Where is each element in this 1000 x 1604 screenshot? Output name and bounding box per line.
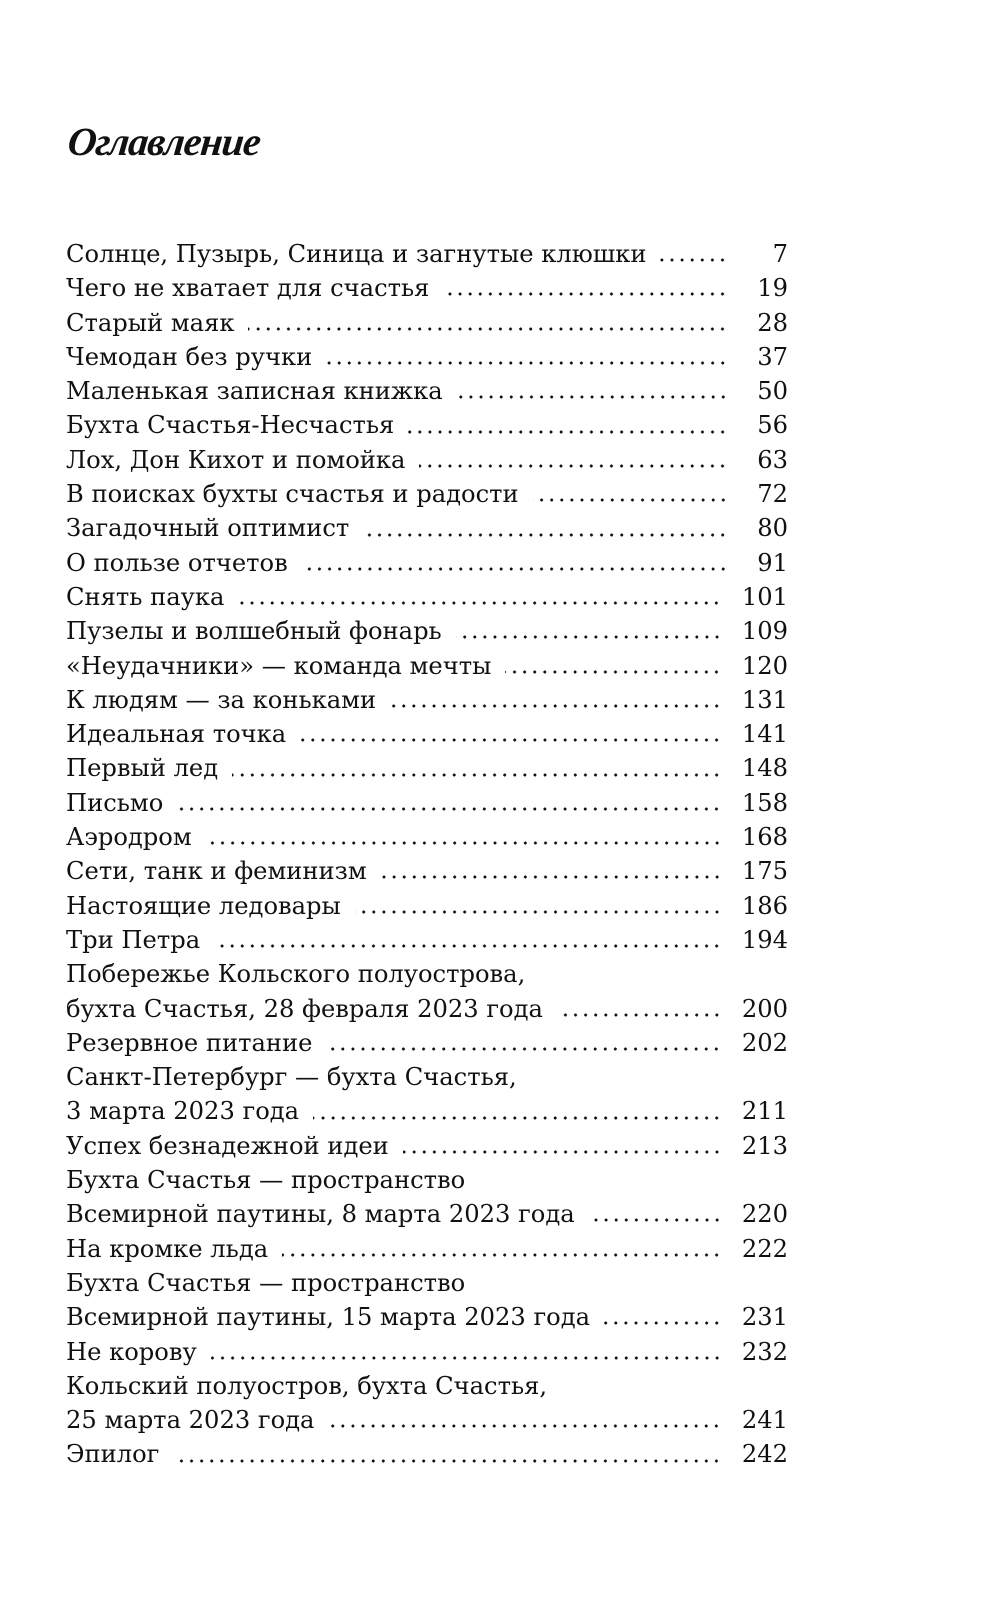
- toc-entry-page-number: 141: [741, 720, 788, 749]
- toc-entry-line: [66, 992, 788, 1026]
- toc-entry-page-number: 168: [741, 823, 788, 852]
- toc-entry-title: К людям — за коньками: [66, 685, 377, 714]
- toc-entry-page-number: 80: [757, 514, 788, 543]
- dot-leader: [443, 292, 728, 296]
- toc-entry-title: 25 марта 2023 года: [66, 1406, 315, 1435]
- toc-entry-line: [66, 477, 788, 511]
- toc-entry-page-number: 63: [757, 445, 788, 474]
- toc-entry-page-number: 232: [741, 1337, 788, 1366]
- toc-entry-page-number: 241: [741, 1406, 788, 1435]
- toc-entry: [66, 443, 788, 477]
- toc-entry-line: [66, 889, 788, 923]
- toc-entry-title: Лох, Дон Кихот и помойка: [66, 445, 406, 474]
- dot-leader: [604, 1321, 722, 1325]
- toc-title: Оглавление: [65, 119, 263, 164]
- toc-entry: [66, 408, 788, 442]
- dot-leader: [206, 841, 722, 845]
- toc-entry-line: [66, 923, 788, 957]
- toc-entry: [66, 546, 788, 580]
- toc-entry-title: Чего не хватает для счастья: [66, 274, 430, 303]
- toc-entry-title: Бухта Счастья — пространство: [66, 1268, 466, 1297]
- toc-list: [66, 237, 788, 1472]
- toc-entry-line: [66, 786, 788, 820]
- toc-entry-page-number: 91: [757, 548, 788, 577]
- toc-entry-line: [66, 1403, 788, 1437]
- toc-entry: [66, 717, 788, 751]
- toc-entry: [66, 786, 788, 820]
- toc-entry-line: [66, 751, 788, 785]
- toc-entry-page-number: 37: [757, 342, 788, 371]
- toc-entry-page-number: 101: [741, 582, 788, 611]
- toc-entry: [66, 649, 788, 683]
- toc-entry-line: [66, 237, 788, 271]
- toc-entry-title: Чемодан без ручки: [66, 342, 313, 371]
- dot-leader: [660, 258, 728, 262]
- dot-leader: [505, 670, 721, 674]
- toc-entry-title: бухта Счастья, 28 февраля 2023 года: [66, 994, 543, 1023]
- toc-entry: [66, 683, 788, 717]
- toc-entry-page-number: 131: [741, 685, 788, 714]
- toc-entry-title: Побережье Кольского полуострова,: [66, 960, 526, 989]
- dot-leader: [326, 1047, 721, 1051]
- toc-entry-page-number: 211: [741, 1097, 788, 1126]
- dot-leader: [355, 910, 722, 914]
- toc-entry-page-number: 186: [741, 891, 788, 920]
- toc-entry-page-number: 213: [741, 1131, 788, 1160]
- dot-leader: [232, 773, 722, 777]
- toc-entry: [66, 306, 788, 340]
- toc-entry: [66, 1060, 788, 1129]
- dot-leader: [173, 1459, 721, 1463]
- toc-entry-line: [66, 408, 788, 442]
- toc-entry-line: [66, 649, 788, 683]
- toc-entry-page-number: 200: [741, 994, 788, 1023]
- toc-entry: [66, 614, 788, 648]
- toc-entry-title: Эпилог: [66, 1440, 160, 1469]
- toc-entry-title: Сети, танк и феминизм: [66, 857, 367, 886]
- toc-entry-line: [66, 306, 788, 340]
- dot-leader: [457, 395, 728, 399]
- dot-leader: [419, 464, 728, 468]
- toc-entry-title: О пользе отчетов: [66, 548, 288, 577]
- toc-entry-line: [66, 683, 788, 717]
- toc-entry-title: Пузелы и волшебный фонарь: [66, 617, 442, 646]
- dot-leader: [238, 601, 721, 605]
- toc-entry: [66, 1437, 788, 1471]
- toc-entry-line: [66, 1197, 788, 1231]
- dot-leader: [589, 1218, 722, 1222]
- toc-entry-page-number: 72: [757, 480, 788, 509]
- toc-entry-line: [66, 1369, 788, 1403]
- dot-leader: [300, 738, 722, 742]
- toc-entry-title: Три Петра: [66, 925, 201, 954]
- toc-entry-page-number: 7: [772, 240, 788, 268]
- dot-leader: [456, 635, 722, 639]
- toc-entry-line: [66, 1300, 788, 1334]
- dot-leader: [363, 533, 728, 537]
- toc-entry: [66, 1266, 788, 1335]
- toc-entry-line: [66, 374, 788, 408]
- toc-entry-line: [66, 1266, 788, 1300]
- toc-entry-line: [66, 820, 788, 854]
- toc-entry: [66, 580, 788, 614]
- toc-entry-title: Письмо: [66, 788, 164, 817]
- toc-entry: [66, 340, 788, 374]
- toc-entry-line: [66, 1437, 788, 1471]
- toc-entry-title: 3 марта 2023 года: [66, 1097, 300, 1126]
- toc-entry-title: Успех безнадежной идеи: [66, 1131, 389, 1160]
- toc-entry-line: [66, 957, 788, 991]
- toc-entry-title: Бухта Счастья — пространство: [66, 1166, 466, 1195]
- toc-entry-line: [66, 854, 788, 888]
- dot-leader: [248, 327, 728, 331]
- toc-entry-line: [66, 511, 788, 545]
- toc-entry-title: Не корову: [66, 1337, 197, 1366]
- toc-entry-title: Загадочный оптимист: [66, 514, 350, 543]
- toc-entry: [66, 1232, 788, 1266]
- toc-entry-page-number: 231: [741, 1303, 788, 1332]
- toc-entry-title: Санкт-Петербург — бухта Счастья,: [66, 1063, 517, 1092]
- toc-entry-line: [66, 271, 788, 305]
- dot-leader: [214, 944, 722, 948]
- dot-leader: [211, 1356, 722, 1360]
- toc-entry-title: «Неудачники» — команда мечты: [66, 651, 492, 680]
- toc-entry: [66, 477, 788, 511]
- dot-leader: [302, 567, 728, 571]
- toc-entry-title: На кромке льда: [66, 1234, 269, 1263]
- toc-entry-title: Настоящие ледовары: [66, 891, 341, 920]
- toc-entry: [66, 374, 788, 408]
- toc-entry: [66, 511, 788, 545]
- toc-entry-title: Бухта Счастья-Несчастья: [66, 411, 395, 440]
- toc-entry: [66, 957, 788, 1026]
- toc-entry-title: Идеальная точка: [66, 720, 287, 749]
- toc-entry-line: [66, 1129, 788, 1163]
- toc-entry-page-number: 222: [741, 1234, 788, 1263]
- toc-entry: [66, 751, 788, 785]
- dot-leader: [403, 1150, 722, 1154]
- toc-entry: [66, 237, 788, 271]
- toc-entry-page-number: 120: [741, 651, 788, 680]
- toc-entry-line: [66, 614, 788, 648]
- toc-entry: [66, 854, 788, 888]
- dot-leader: [533, 498, 728, 502]
- toc-entry-page-number: 28: [757, 308, 788, 337]
- toc-entry-page-number: 194: [741, 925, 788, 954]
- toc-entry-title: Всемирной паутины, 15 марта 2023 года: [66, 1303, 591, 1332]
- toc-entry-title: Первый лед: [66, 754, 219, 783]
- dot-leader: [282, 1253, 722, 1257]
- toc-entry: [66, 1163, 788, 1232]
- toc-entry-page-number: 148: [741, 754, 788, 783]
- toc-entry: [66, 271, 788, 305]
- dot-leader: [313, 1116, 722, 1120]
- toc-entry-line: [66, 717, 788, 751]
- toc-entry-line: [66, 1335, 788, 1369]
- toc-entry-line: [66, 1060, 788, 1094]
- toc-entry: [66, 1129, 788, 1163]
- toc-entry-line: [66, 1232, 788, 1266]
- toc-entry: [66, 1369, 788, 1438]
- dot-leader: [326, 361, 728, 365]
- toc-entry-page-number: 109: [741, 617, 788, 646]
- toc-entry-line: [66, 1026, 788, 1060]
- toc-entry-title: Солнце, Пузырь, Синица и загнутые клюшки: [66, 240, 647, 268]
- dot-leader: [177, 807, 722, 811]
- dot-leader: [390, 704, 722, 708]
- toc-entry-title: Кольский полуостров, бухта Счастья,: [66, 1371, 548, 1400]
- toc-entry-line: [66, 340, 788, 374]
- toc-entry: [66, 820, 788, 854]
- toc-entry-page-number: 242: [741, 1440, 788, 1469]
- toc-entry-page-number: 19: [757, 274, 788, 303]
- toc-entry-line: [66, 1163, 788, 1197]
- toc-entry-title: Всемирной паутины, 8 марта 2023 года: [66, 1200, 575, 1229]
- toc-entry-page-number: 202: [741, 1028, 788, 1057]
- toc-entry: [66, 1026, 788, 1060]
- toc-entry-line: [66, 1094, 788, 1128]
- toc-entry-page-number: 175: [741, 857, 788, 886]
- toc-entry-line: [66, 443, 788, 477]
- toc-entry: [66, 923, 788, 957]
- toc-entry-page-number: 50: [757, 377, 788, 406]
- toc-entry-title: В поисках бухты счастья и радости: [66, 480, 519, 509]
- dot-leader: [381, 875, 722, 879]
- toc-entry-title: Снять паука: [66, 582, 225, 611]
- toc-entry: [66, 1335, 788, 1369]
- toc-entry-title: Резервное питание: [66, 1028, 313, 1057]
- dot-leader: [408, 430, 728, 434]
- toc-entry-title: Маленькая записная книжка: [66, 377, 443, 406]
- dot-leader: [328, 1424, 721, 1428]
- toc-entry-line: [66, 546, 788, 580]
- toc-entry-page-number: 56: [757, 411, 788, 440]
- toc-entry-page-number: 158: [741, 788, 788, 817]
- toc-entry: [66, 889, 788, 923]
- toc-entry-line: [66, 580, 788, 614]
- toc-entry-title: Аэродром: [66, 823, 192, 852]
- toc-entry-title: Старый маяк: [66, 308, 235, 337]
- toc-entry-page-number: 220: [741, 1200, 788, 1229]
- dot-leader: [557, 1013, 722, 1017]
